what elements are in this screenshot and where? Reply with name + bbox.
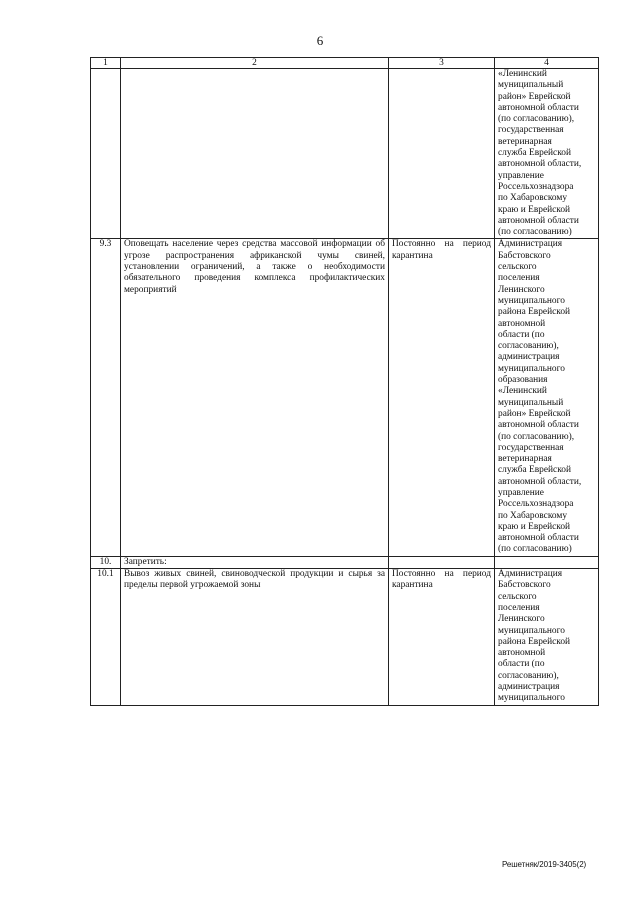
responsible-line: администрация	[498, 682, 560, 693]
responsible-line: согласованию),	[498, 341, 559, 352]
responsible-line: управление	[498, 170, 544, 181]
header-col-4: 4	[495, 58, 599, 69]
responsible-line: Россельхознадзора	[498, 499, 574, 510]
responsible-line: Россельхознадзора	[498, 181, 574, 192]
responsible-line: «Ленинский	[498, 386, 547, 397]
document-code: Решетняк/2019-3405(2)	[502, 860, 587, 869]
row-responsible	[495, 569, 599, 706]
responsible-line: государственная	[498, 442, 564, 453]
row-period: Постоянно на период карантина	[389, 569, 495, 706]
responsible-line: Администрация	[498, 239, 563, 250]
responsible-line: (по согласованию)	[498, 227, 572, 238]
row-action: Оповещать население через средства массовой информации об угрозе распространения африканской чумы свиней, установлении ограничений, а также о необходимости обязательного проведения комплекса профилактических мероприятий	[121, 239, 389, 556]
responsible-line: муниципальный	[498, 80, 564, 91]
row-responsible	[495, 239, 599, 556]
responsible-line: муниципального	[498, 295, 565, 306]
responsible-line: по Хабаровскому	[498, 510, 568, 521]
responsible-line: автономной области	[498, 533, 579, 544]
row-period	[389, 69, 495, 239]
table-row	[91, 69, 599, 239]
row-number: 9.3	[91, 239, 121, 556]
table-header-row	[91, 58, 599, 69]
table-row	[91, 569, 599, 706]
responsible-line: (по согласованию)	[498, 544, 572, 555]
row-responsible	[495, 69, 599, 239]
responsible-line: автономной области	[498, 215, 579, 226]
responsible-line: по Хабаровскому	[498, 193, 568, 204]
row-number	[91, 69, 121, 239]
responsible-line: служба Еврейской	[498, 148, 571, 159]
responsible-line: района Еврейской	[498, 307, 571, 318]
responsible-line: «Ленинский	[498, 69, 547, 79]
responsible-line: автономной	[498, 648, 546, 659]
responsible-line: (по согласованию),	[498, 431, 575, 442]
responsible-line: муниципального	[498, 363, 565, 374]
responsible-line: образования	[498, 375, 548, 386]
responsible-line: сельского	[498, 591, 537, 602]
responsible-line: автономной области	[498, 102, 579, 113]
responsible-line: муниципального	[498, 625, 565, 636]
responsible-line: Администрация	[498, 569, 563, 580]
responsible-line: сельского	[498, 262, 537, 273]
responsible-line: муниципальный	[498, 397, 564, 408]
row-period	[389, 556, 495, 568]
responsible-line: Бабстовского	[498, 580, 551, 591]
row-responsible	[495, 556, 599, 568]
responsible-line: район» Еврейской	[498, 408, 571, 419]
responsible-line: краю и Еврейской	[498, 204, 571, 215]
responsible-line: управление	[498, 487, 544, 498]
responsible-line: области (по	[498, 329, 545, 340]
responsible-line: район» Еврейской	[498, 91, 571, 102]
responsible-line: автономной области,	[498, 476, 582, 487]
responsible-line: Ленинского	[498, 284, 545, 295]
responsible-line: района Еврейской	[498, 636, 571, 647]
responsible-line: администрация	[498, 352, 560, 363]
responsible-line: Ленинского	[498, 614, 545, 625]
measures-table	[90, 57, 599, 706]
responsible-line: области (по	[498, 659, 545, 670]
responsible-line: ветеринарная	[498, 454, 552, 465]
responsible-line: служба Еврейской	[498, 465, 571, 476]
responsible-line: автономной	[498, 318, 546, 329]
responsible-line: (по согласованию),	[498, 114, 575, 125]
header-col-3: 3	[389, 58, 495, 69]
header-col-1: 1	[91, 58, 121, 69]
page-number: 6	[316, 33, 324, 48]
row-number: 10.1	[91, 569, 121, 706]
responsible-line: краю и Еврейской	[498, 521, 571, 532]
row-period: Постоянно на период карантина	[389, 239, 495, 556]
table-row	[91, 239, 599, 556]
table-row	[91, 556, 599, 568]
row-action	[121, 69, 389, 239]
responsible-line: поселения	[498, 602, 540, 613]
responsible-line: автономной области,	[498, 159, 582, 170]
responsible-line: Бабстовского	[498, 250, 551, 261]
row-action: Вывоз живых свиней, свиноводческой продукции и сырья за пределы первой угрожаемой зоны	[121, 569, 389, 706]
responsible-line: государственная	[498, 125, 564, 136]
responsible-line: поселения	[498, 273, 540, 284]
responsible-line: ветеринарная	[498, 136, 552, 147]
responsible-line: автономной области	[498, 420, 579, 431]
responsible-line: согласованию),	[498, 670, 559, 681]
header-col-2: 2	[121, 58, 389, 69]
row-number: 10.	[91, 556, 121, 568]
responsible-line: муниципального	[498, 693, 565, 704]
row-action: Запретить:	[121, 556, 389, 568]
